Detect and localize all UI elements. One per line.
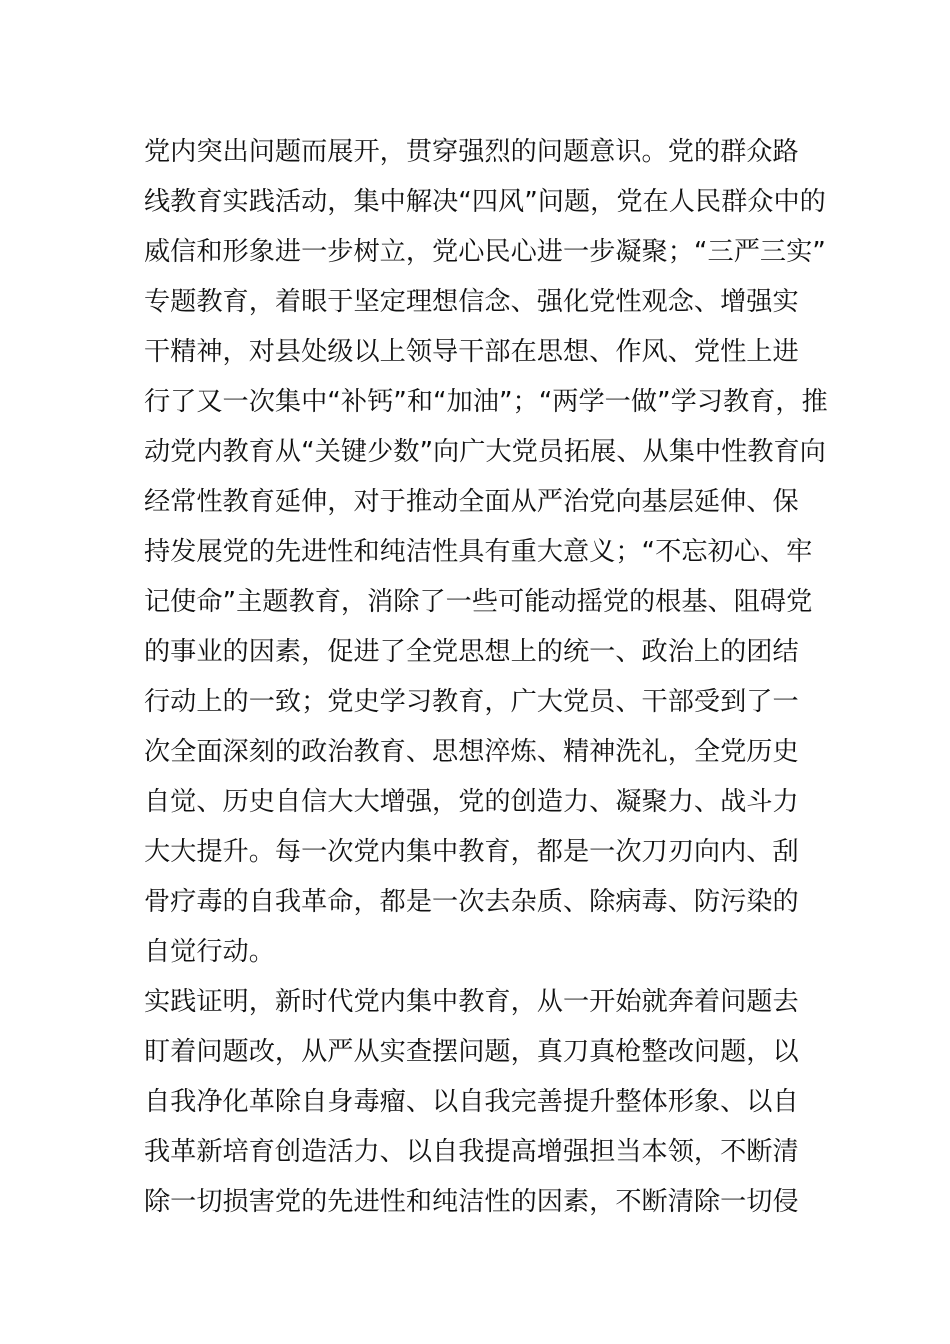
text-line: 我革新培育创造活力、以自我提高增强担当本领，不断清 [144,1137,799,1167]
text-line: 线教育实践活动，集中解决“四风”问题，党在人民群众中的 [144,187,826,217]
text-line: 经常性教育延伸，对于推动全面从严治党向基层延伸、保 [144,487,799,517]
text-line: 自我净化革除自身毒瘤、以自我完善提升整体形象、以自 [144,1087,799,1117]
text-line: 行了又一次集中“补钙”和“加油”；“两学一做”学习教育，推 [144,387,828,417]
text-line: 干精神，对县处级以上领导干部在思想、作风、党性上进 [144,337,799,367]
text-line: 自觉行动。 [144,937,275,967]
text-line: 专题教育，着眼于坚定理想信念、强化党性观念、增强实 [144,287,799,317]
text-line: 大大提升。每一次党内集中教育，都是一次刀刃向内、刮 [144,837,799,867]
text-line: 的事业的因素，促进了全党思想上的统一、政治上的团结 [144,637,799,667]
text-line: 党内突出问题而展开，贯穿强烈的问题意识。党的群众路 [144,137,799,167]
text-line: 威信和形象进一步树立，党心民心进一步凝聚；“三严三实” [144,237,826,267]
text-line: 次全面深刻的政治教育、思想淬炼、精神洗礼，全党历史 [144,737,799,767]
text-line: 动党内教育从“关键少数”向广大党员拓展、从集中性教育向 [144,437,826,467]
text-line: 实践证明，新时代党内集中教育，从一开始就奔着问题去 [144,987,799,1017]
text-line: 骨疗毒的自我革命，都是一次去杂质、除病毒、防污染的 [144,887,799,917]
text-line: 记使命”主题教育，消除了一些可能动摇党的根基、阻碍党 [144,587,813,617]
text-line: 行动上的一致；党史学习教育，广大党员、干部受到了一 [144,687,799,717]
text-line: 盯着问题改，从严从实查摆问题，真刀真枪整改问题，以 [144,1037,799,1067]
text-line: 自觉、历史自信大大增强，党的创造力、凝聚力、战斗力 [144,787,799,817]
body-text [144,127,828,1227]
text-line: 除一切损害党的先进性和纯洁性的因素，不断清除一切侵 [144,1187,799,1217]
text-line: 持发展党的先进性和纯洁性具有重大意义；“不忘初心、牢 [144,537,813,567]
